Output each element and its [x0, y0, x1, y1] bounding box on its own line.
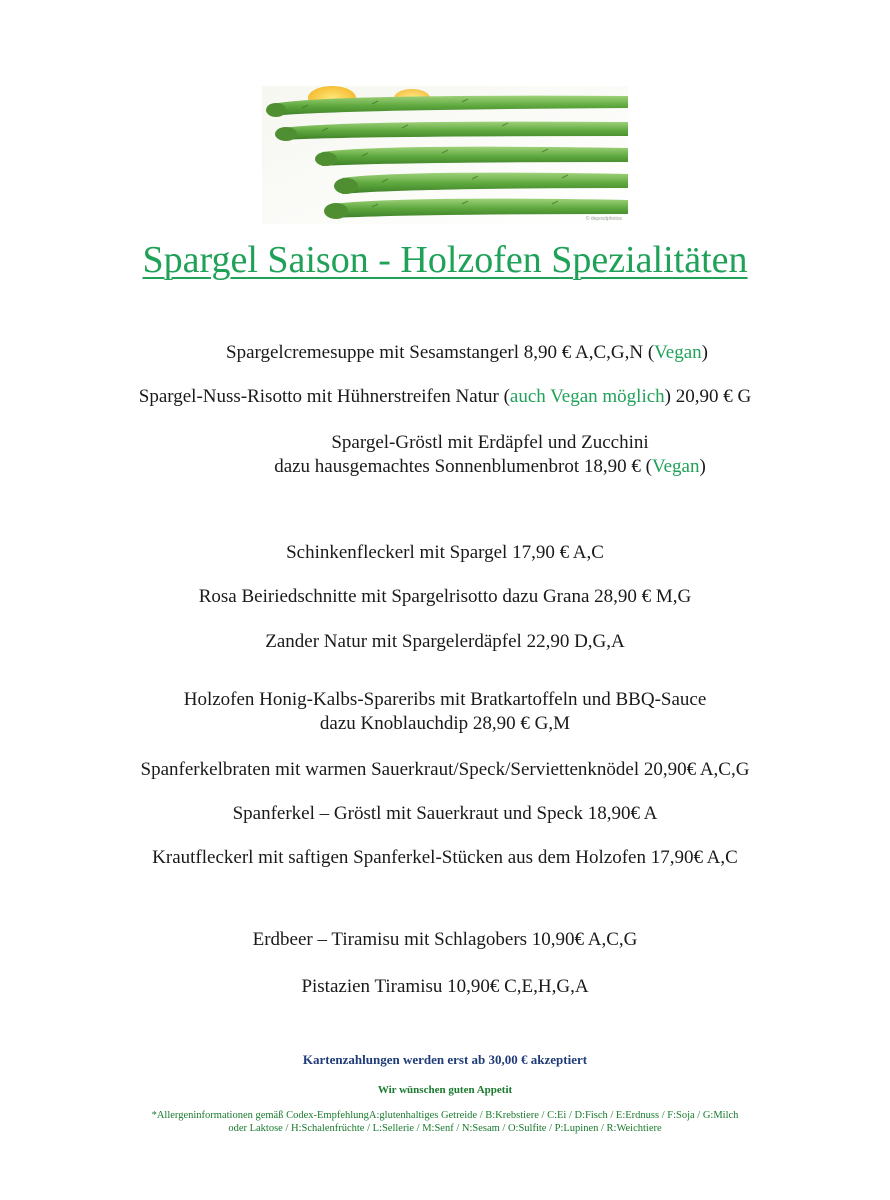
card-payment-note: Kartenzahlungen werden erst ab 30,00 € akzeptiert [302, 1052, 588, 1067]
menu-item-spanferkel-groestl: Spanferkel – Gröstl mit Sauerkraut und Speck 18,90€ A [232, 803, 658, 824]
menu-item-spargel-groestl-line2: dazu hausgemachtes Sonnenblumenbrot 18,90 € (Vegan) [274, 456, 706, 477]
menu-item-spareribs-line2: dazu Knoblauchdip 28,90 € G,M [319, 713, 571, 734]
asparagus-photo [262, 86, 628, 224]
menu-item-spargelcremesuppe: Spargelcremesuppe mit Sesamstangerl 8,90 € A,C,G,N (Vegan) [226, 342, 708, 363]
menu-item-krautfleckerl: Krautfleckerl mit saftigen Spanferkel-Stücken aus dem Holzofen 17,90€ A,C [152, 847, 738, 868]
menu-item-spargel-risotto: Spargel-Nuss-Risotto mit Hühnerstreifen Natur (auch Vegan möglich) 20,90 € G [138, 386, 752, 407]
allergen-line-1: *Allergeninformationen gemäß Codex-EmpfehlungA:glutenhaltiges Getreide / B:Krebstiere / C:Ei / D:Fisch / E:Erdnuss / F:Soja / G:Milch [151, 1110, 739, 1121]
menu-item-zander: Zander Natur mit Spargelerdäpfel 22,90 D,G,A [265, 631, 625, 652]
page-title: Spargel Saison - Holzofen Spezialitäten [142, 239, 748, 281]
menu-item-beiriedschnitte: Rosa Beiriedschnitte mit Spargelrisotto dazu Grana 28,90 € M,G [198, 586, 692, 607]
menu-item-schinkenfleckerl: Schinkenfleckerl mit Spargel 17,90 € A,C [286, 542, 604, 563]
watermark-text: © depositphotos [585, 216, 622, 222]
asparagus-icon [262, 86, 628, 224]
menu-item-spanferkelbraten: Spanferkelbraten mit warmen Sauerkraut/Speck/Serviettenknödel 20,90€ A,C,G [140, 759, 750, 780]
allergen-info [0, 1109, 890, 1135]
appetit-note: Wir wünschen guten Appetit [377, 1084, 513, 1096]
menu-item-spareribs-line1: Holzofen Honig-Kalbs-Spareribs mit Bratkartoffeln und BBQ-Sauce [183, 689, 707, 710]
allergen-line-2: oder Laktose / H:Schalenfrüchte / L:Sellerie / M:Senf / N:Sesam / O:Sulfite / P:Lupinen / R:Weichtiere [228, 1123, 662, 1134]
menu-item-spargel-groestl-line1: Spargel-Gröstl mit Erdäpfel und Zucchini [331, 432, 649, 453]
menu-item-erdbeer-tiramisu: Erdbeer – Tiramisu mit Schlagobers 10,90€ A,C,G [252, 929, 638, 950]
menu-item-pistazien-tiramisu: Pistazien Tiramisu 10,90€ C,E,H,G,A [301, 976, 589, 997]
